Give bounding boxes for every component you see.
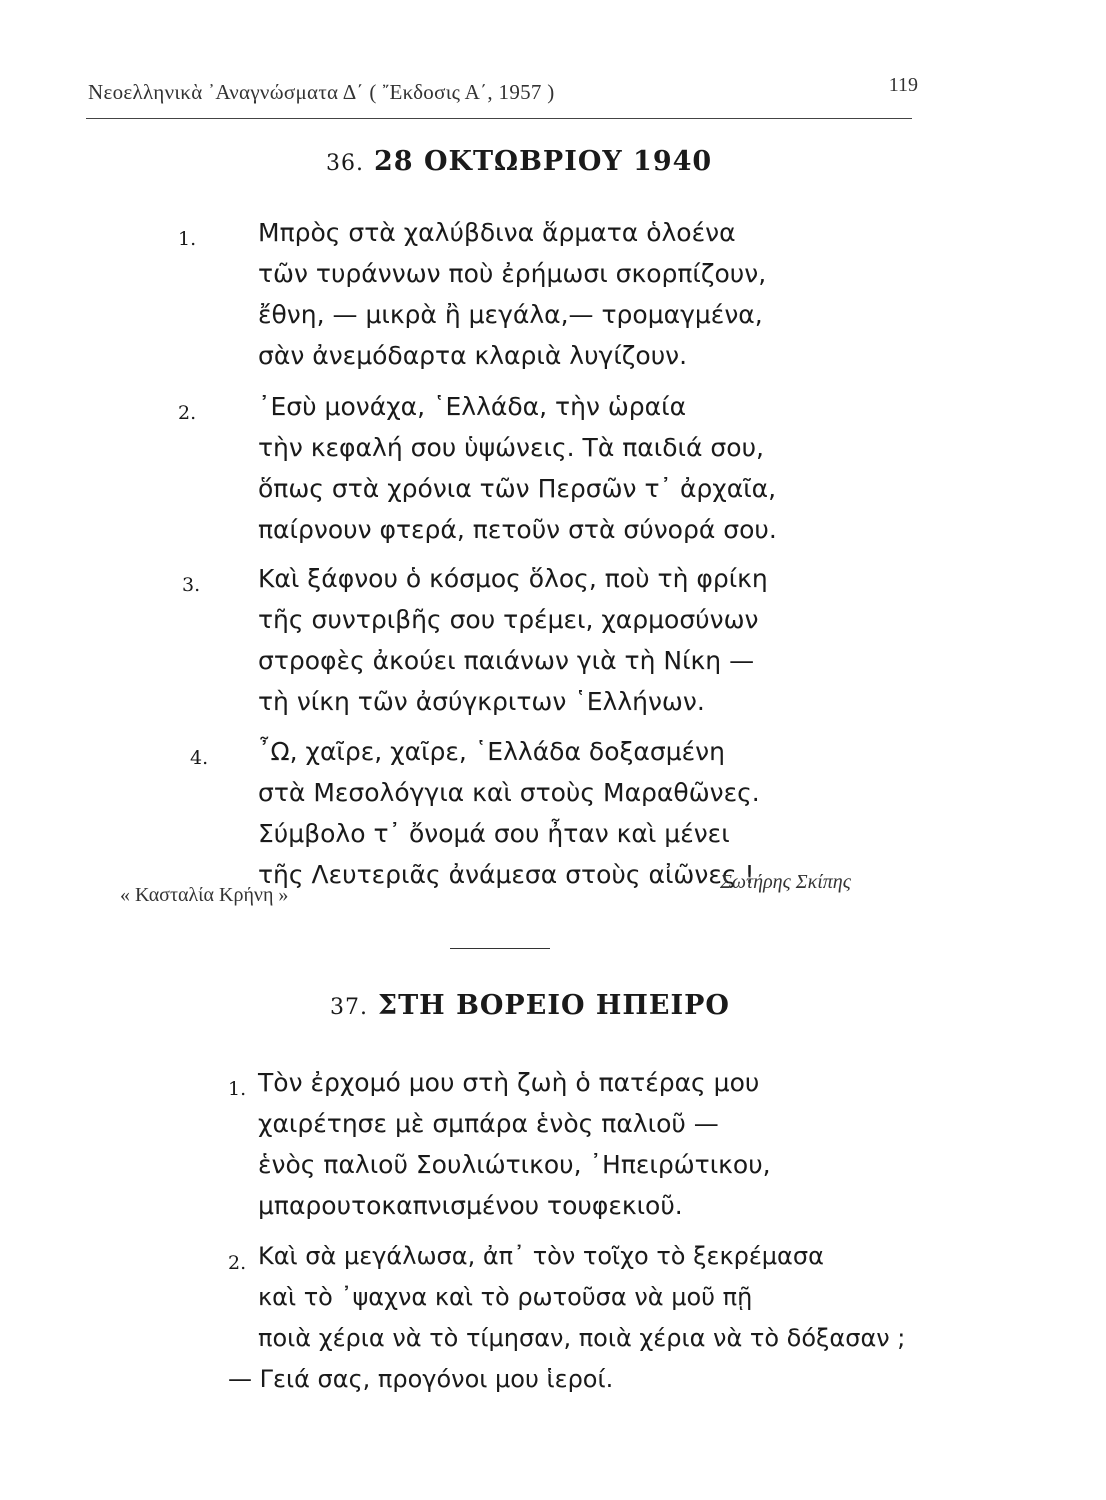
verse-line: Μπρὸς στὰ χαλύβδινα ἅρματα ὁλοένα [258, 218, 736, 247]
verse-line: Σύμβολο τ᾿ ὄνομά σου ἦταν καὶ μένει [258, 819, 730, 848]
stanza-number: 2. [228, 1252, 247, 1274]
verse-line: σὰν ἀνεμόδαρτα κλαριὰ λυγίζουν. [258, 341, 688, 370]
poem-author: Σωτήρης Σκίπης [720, 871, 851, 893]
verse-line: χαιρέτησε μὲ σμπάρα ἑνὸς παλιοῦ — [258, 1109, 719, 1138]
verse-line: ὅπως στὰ χρόνια τῶν Περσῶν τ᾿ ἀρχαῖα, [258, 474, 777, 503]
stanza-number: 3. [182, 574, 201, 596]
verse-line: — Γειά σας, προγόνοι μου ἱεροί. [228, 1365, 614, 1393]
verse-line: στροφὲς ἀκούει παιάνων γιὰ τὴ Νίκη — [258, 646, 755, 675]
verse-line: ποιὰ χέρια νὰ τὸ τίμησαν, ποιὰ χέρια νὰ τὸ δόξασαν ; [258, 1324, 906, 1352]
stanza-number: 1. [228, 1078, 247, 1100]
section-separator [450, 948, 550, 949]
poem-title: ΣΤΗ ΒΟΡΕΙΟ ΗΠΕΙΡΟ [378, 990, 730, 1021]
verse-line: ἑνὸς παλιοῦ Σουλιώτικου, ᾿Ηπειρώτικου, [258, 1150, 771, 1179]
verse-line: τῶν τυράννων ποὺ ἐρήμωσι σκορπίζουν, [258, 259, 767, 288]
header-rule [86, 118, 912, 119]
poem-source: « Κασταλία Κρήνη » [120, 884, 289, 906]
verse-line: μπαρουτοκαπνισμένου τουφεκιοῦ. [258, 1191, 683, 1220]
stanza-lines [258, 731, 760, 895]
verse-line: τὴν κεφαλή σου ὑψώνεις. Τὰ παιδιά σου, [258, 433, 764, 462]
verse-line: καὶ τὸ ᾿ψαχνα καὶ τὸ ρωτοῦσα νὰ μοῦ πῇ [258, 1283, 753, 1311]
stanza-lines [258, 1062, 771, 1226]
verse-line: Καὶ ξάφνου ὁ κόσμος ὅλος, ποὺ τὴ φρίκη [258, 564, 768, 593]
stanza-lines [258, 212, 766, 376]
verse-line: στὰ Μεσολόγγια καὶ στοὺς Μαραθῶνες. [258, 778, 760, 807]
page-number: 119 [888, 74, 918, 96]
verse-line: ἔθνη, — μικρὰ ἢ μεγάλα,— τρομαγμένα, [258, 300, 763, 329]
stanza-lines [258, 386, 777, 550]
verse-line: τὴ νίκη τῶν ἀσύγκριτων ῾Ελλήνων. [258, 687, 705, 716]
verse-line: παίρνουν φτερά, πετοῦν στὰ σύνορά σου. [258, 515, 777, 544]
verse-line: ᾿Εσὺ μονάχα, ῾Ελλάδα, τὴν ὡραία [258, 392, 687, 421]
verse-line: τῆς Λευτεριᾶς ἀνάμεσα στοὺς αἰῶνες ! [258, 860, 755, 889]
verse-line: τῆς συντριβῆς σου τρέμει, χαρμοσύνων [258, 605, 759, 634]
poem-title: 28 ΟΚΤΩΒΡΙΟΥ 1940 [374, 146, 713, 177]
poem-36-title [326, 146, 712, 177]
stanza-lines [228, 1236, 906, 1400]
stanza-number: 2. [178, 402, 197, 424]
stanza-lines [258, 558, 768, 722]
stanza-number: 1. [178, 228, 197, 250]
running-header [88, 74, 918, 114]
poem-number: 36. [326, 151, 364, 176]
stanza-number: 4. [190, 747, 209, 769]
verse-line: ῏Ω, χαῖρε, χαῖρε, ῾Ελλάδα δοξασμένη [258, 737, 725, 766]
verse-line: Τὸν ἐρχομό μου στὴ ζωὴ ὁ πατέρας μου [258, 1068, 760, 1097]
poem-37-title [330, 990, 730, 1021]
header-book-title: Νεοελληνικὰ ᾿Αναγνώσματα Δ΄ ( ῎Εκδοσις Α΄, 1957 ) [88, 80, 555, 104]
verse-line: Καὶ σὰ μεγάλωσα, ἀπ᾿ τὸν τοῖχο τὸ ξεκρέμασα [258, 1242, 824, 1270]
poem-number: 37. [330, 995, 368, 1020]
